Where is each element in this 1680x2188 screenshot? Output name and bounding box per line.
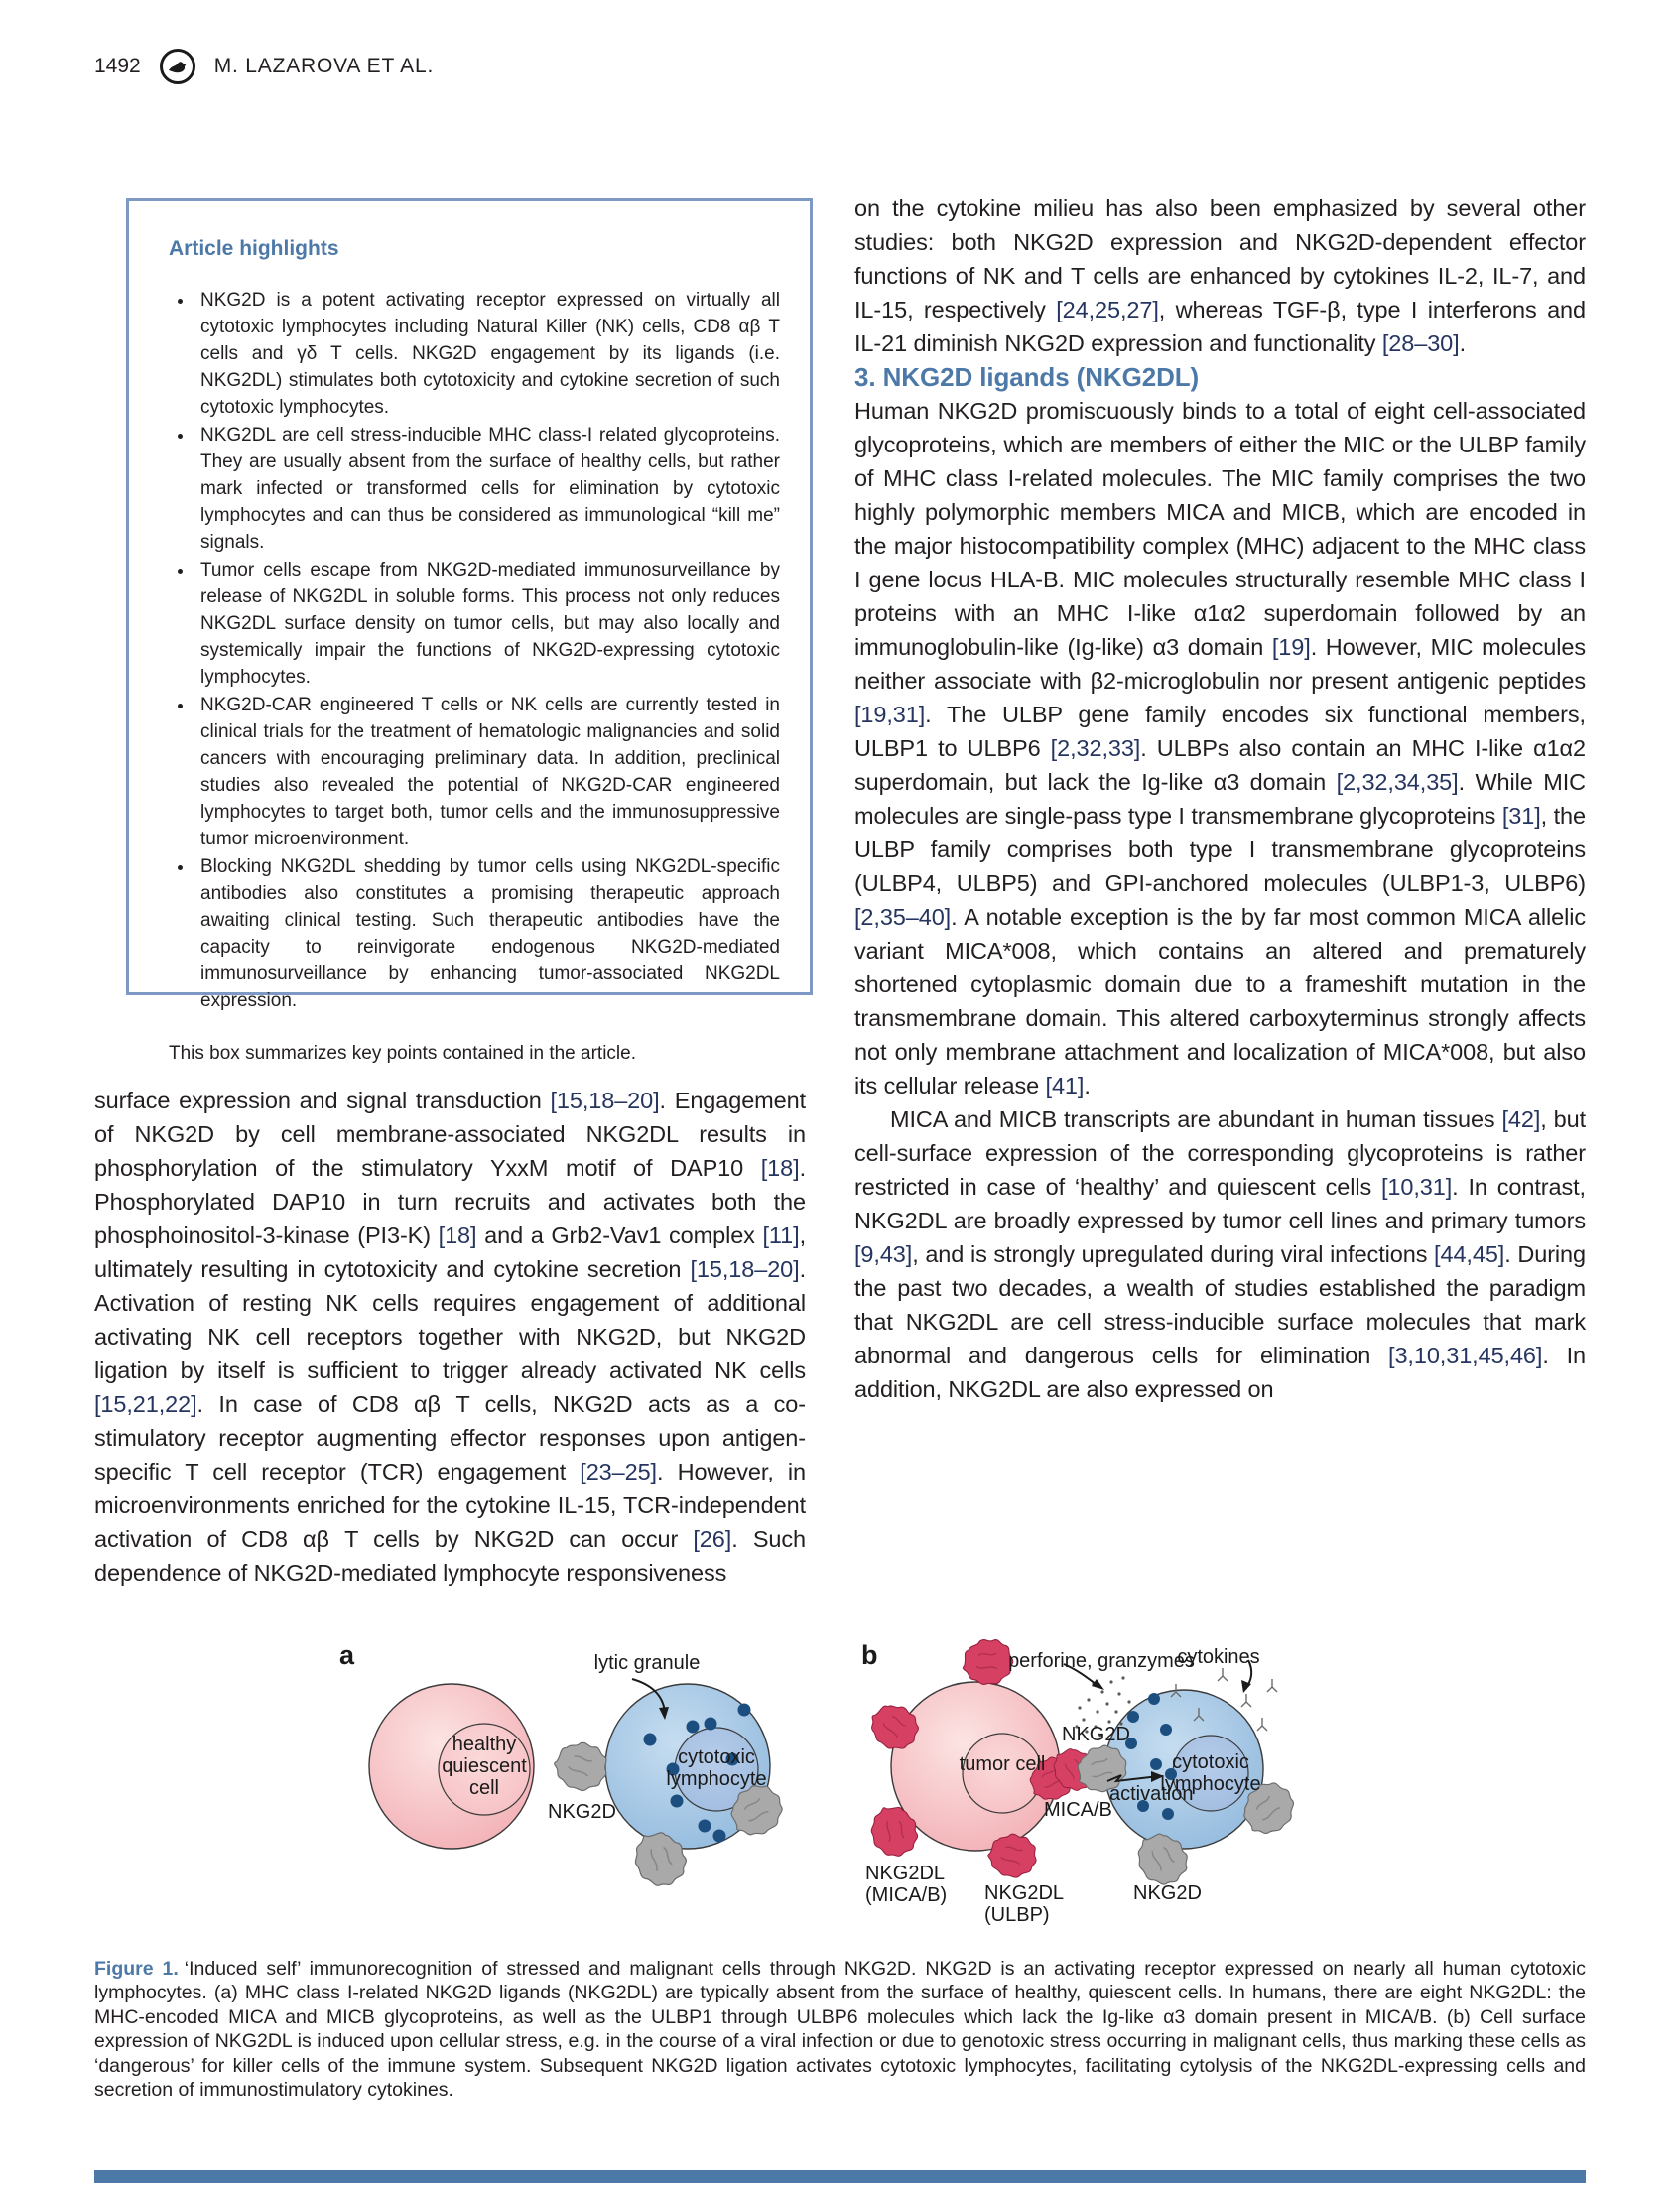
highlight-bullet: • Blocking NKG2DL shedding by tumor cells using NKG2DL-specific antibodies also constitutes a promising therapeutic approach awaiting clinical testing. Such therapeutic antibodies have the capacity to reinvigorate endogenous NKG2D-mediated immunosurveillance by enhancing tumor-associated NKG2DL expression. bbox=[194, 853, 780, 1014]
nkg2dl-ulbp-label: NKG2DL (ULBP) bbox=[984, 1882, 1064, 1926]
figure-caption bbox=[94, 1957, 1586, 2103]
paragraph: Human NKG2D promiscuously binds to a total of eight cell-associated glycoproteins, which are members of either the MIC or the ULBP family of MHC class I-related molecules. The MIC family comprises the two highly polymorphic members MICA and MICB, which are encoded in the major histocompatibility complex (MHC) adjacent to the MHC class I gene locus HLA-B. MIC molecules structurally resemble MHC class I proteins with an MHC I-like α1α2 superdomain followed by an immunoglobulin-like (Ig-like) α3 domain [19]. However, MIC molecules neither associate with β2-microglobulin nor present antigenic peptides [19,31]. The ULBP gene family encodes six functional members, ULBP1 to ULBP6 [2,32,33]. ULBPs also contain an MHC I-like α1α2 superdomain, but lack the Ig-like α3 domain [2,32,34,35]. While MIC molecules are single-pass type I transmembrane glycoproteins [31], the ULBP family comprises both type I transmembrane glycoproteins (ULBP4, ULBP5) and GPI-anchored molecules (ULBP1-3, ULBP6) [2,35–40]. A notable exception is the by far most common MICA allelic variant MICA*008, which contains an altered and prematurely shortened cytoplasmic domain due to a frameshift mutation in the transmembrane domain. This altered carboxyterminus strongly affects not only membrane attachment and localization of MICA*008, but also its cellular release [41]. bbox=[854, 398, 1586, 1098]
right-column bbox=[854, 192, 1586, 1406]
figure-caption-number: Figure 1. bbox=[94, 1957, 179, 1980]
figure-1 bbox=[278, 1632, 1469, 1935]
activation-label: activation bbox=[1109, 1783, 1194, 1805]
highlight-bullet: • NKG2DL are cell stress-inducible MHC class-I related glycoproteins. They are usually absent from the surface of healthy cells, but rather mark infected or transformed cells for elimination by cytotoxic lymphocytes and can thus be considered as immunological “kill me” signals. bbox=[194, 422, 780, 556]
mica-b-label: MICA/B bbox=[1044, 1799, 1112, 1821]
figure-caption-text: ‘Induced self’ immunorecognition of stressed and malignant cells through NKG2D. NKG2D is an activating receptor expressed on nearly all human cytotoxic lymphocytes. (a) MHC class I-related NKG2D ligands (NKG2DL) are typically absent from the surface of healthy, quiescent cells. In humans, there are eight NKG2DL: the MHC-encoded MICA and MICB glycoproteins, as well as the ULBP1 through ULBP6 molecules which lack the Ig-like α3 domain present in MICA/B. (b) Cell surface expression of NKG2DL is induced upon cellular stress, e.g. in the course of a viral infection or due to genotoxic stress occurring in malignant cells, thus marking these cells as ‘dangerous’ for killer cells of the immune system. Subsequent NKG2D ligation activates cytotoxic lymphocytes, facilitating cytolysis of the NKG2DL-expressing cells and secretion of immunostimulatory cytokines. bbox=[94, 1957, 1586, 2101]
highlights-title: Article highlights bbox=[169, 237, 339, 260]
tumor-cell-label: tumor cell bbox=[959, 1753, 1046, 1775]
nkg2d-label-a: NKG2D bbox=[548, 1801, 616, 1823]
highlight-bullet: • NKG2D is a potent activating receptor expressed on virtually all cytotoxic lymphocytes including Natural Killer (NK) cells, CD8 αβ T cells and γδ T cells. NKG2D engagement by its ligands (i.e. NKG2DL) stimulates both cytotoxicity and cytokine secretion of such cytotoxic lymphocytes. bbox=[194, 287, 780, 421]
highlights-list bbox=[169, 287, 780, 1014]
panel-b-label: b bbox=[861, 1640, 878, 1670]
perforin-granzymes-label: perforine, granzymes bbox=[1008, 1650, 1195, 1672]
nkg2d-bottom-label: NKG2D bbox=[1133, 1882, 1202, 1904]
healthy-cell-label: healthy quiescent cell bbox=[442, 1734, 527, 1799]
highlight-bullet: • NKG2D-CAR engineered T cells or NK cells are currently tested in clinical trials for the treatment of hematologic malignancies and solid cancers with encouraging preliminary data. In addition, preclinical studies also revealed the potential of NKG2D-CAR engineered lymphocytes to target both, tumor cells and the immunosuppressive tumor microenvironment. bbox=[194, 692, 780, 852]
publisher-logo-icon bbox=[159, 48, 196, 85]
cytotoxic-lymphocyte-label-a: cytotoxic lymphocyte bbox=[666, 1746, 767, 1790]
left-column bbox=[94, 1084, 806, 1590]
lytic-granule-label: lytic granule bbox=[593, 1652, 701, 1674]
panel-a-label: a bbox=[339, 1640, 355, 1670]
page-number: 1492 bbox=[94, 55, 141, 77]
running-head: M. LAZAROVA ET AL. bbox=[213, 55, 435, 77]
section-heading: 3. NKG2D ligands (NKG2DL) bbox=[854, 362, 1200, 392]
nkg2d-receptor-icon bbox=[549, 1736, 614, 1797]
cytotoxic-lymphocyte-label-b: cytotoxic lymphocyte bbox=[1160, 1751, 1261, 1795]
highlights-footer: This box summarizes key points contained in the article. bbox=[169, 1043, 636, 1064]
paragraph: MICA and MICB transcripts are abundant in human tissues [42], but cell-surface expression of the corresponding glycoproteins is rather restricted in case of ‘healthy’ and quiescent cells [10,31]. In contrast, NKG2DL are broadly expressed by tumor cell lines and primary tumors [9,43], and is strongly upregulated during viral infections [44,45]. During the past two decades, a wealth of studies established the paradigm that NKG2DL are cell stress-inducible surface molecules that mark abnormal and dangerous cells for elimination [3,10,31,45,46]. In addition, NKG2DL are also expressed on bbox=[854, 1106, 1586, 1402]
nkg2d-synapse-label: NKG2D bbox=[1062, 1724, 1130, 1745]
footer-rule bbox=[94, 2170, 1586, 2183]
article-highlights-box bbox=[126, 198, 813, 1064]
page-header bbox=[94, 48, 434, 85]
cytokines-label: cytokines bbox=[1177, 1646, 1260, 1668]
paragraph: on the cytokine milieu has also been emphasized by several other studies: both NKG2D expression and NKG2D-dependent effector functions of NK and T cells are enhanced by cytokines IL-2, IL-7, and IL-15, respectively [24,25,27], whereas TGF-β, type I interferons and IL-21 diminish NKG2D expression and functionality [28–30]. bbox=[854, 195, 1586, 356]
nkg2dl-mica-label: NKG2DL (MICA/B) bbox=[865, 1863, 948, 1906]
highlight-bullet: • Tumor cells escape from NKG2D-mediated immunosurveillance by release of NKG2DL in soluble forms. This process not only reduces NKG2DL surface density on tumor cells, but may also locally and systemically impair the functions of NKG2D-expressing cytotoxic lymphocytes. bbox=[194, 557, 780, 691]
paragraph: surface expression and signal transduction [15,18–20]. Engagement of NKG2D by cell membrane-associated NKG2DL results in phosphorylation of the stimulatory YxxM motif of DAP10 [18]. Phosphorylated DAP10 in turn recruits and activates both the phosphoinositol-3-kinase (PI3-K) [18] and a Grb2-Vav1 complex [11], ultimately resulting in cytotoxicity and cytokine secretion [15,18–20]. Activation of resting NK cells requires engagement of additional activating NK cell receptors together with NKG2D, but NKG2D ligation by itself is sufficient to trigger already activated NK cells [15,21,22]. In case of CD8 αβ T cells, NKG2D acts as a co-stimulatory receptor augmenting effector responses upon antigen-specific T cell receptor (TCR) engagement [23–25]. However, in microenvironments enriched for the cytokine IL-15, TCR-independent activation of CD8 αβ T cells by NKG2D can occur [26]. Such dependence of NKG2D-mediated lymphocyte responsiveness bbox=[94, 1088, 807, 1586]
